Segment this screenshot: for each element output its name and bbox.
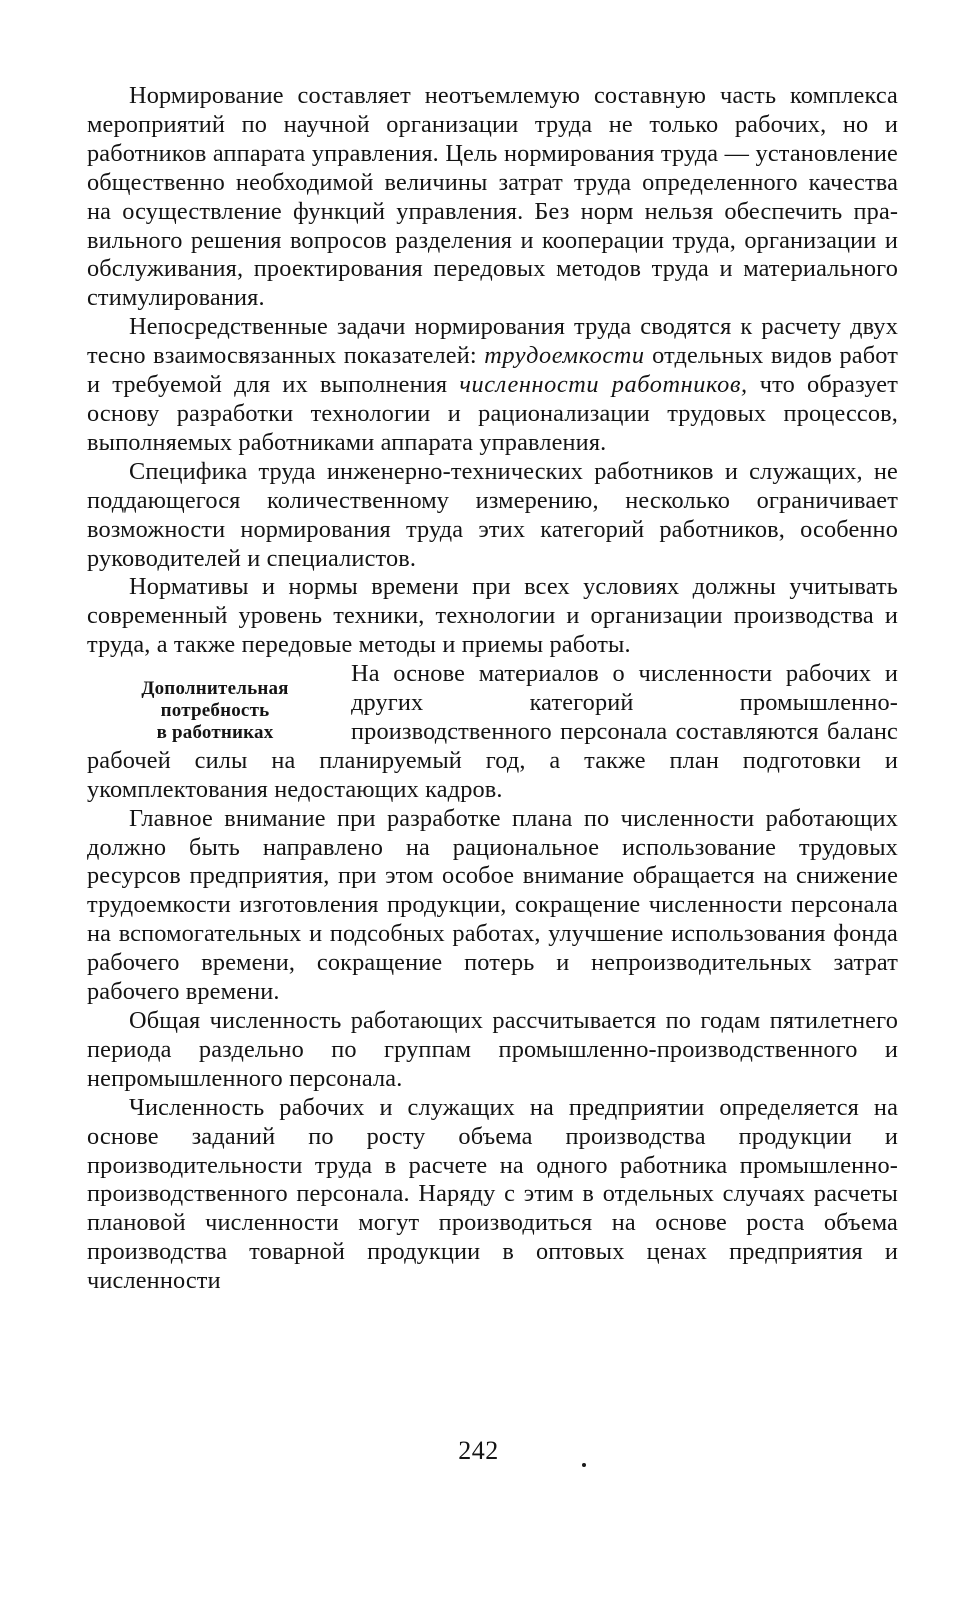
paragraph-2-part-1: Непосредственные задачи нормирования труда сводятся к расчету двух тесно взаимосвязанных показателей: <box>87 313 898 370</box>
term-headcount: численности работников, <box>459 371 748 399</box>
paragraph-7: Общая численность работающих рассчитывается по годам пятилетнего периода раздельно по группам промышленно-производственного и непромышленного персонала. <box>87 1007 898 1092</box>
section-heading-line-3: в работниках <box>156 722 274 744</box>
section-heading-line-2: потребность <box>160 700 270 722</box>
print-speck <box>582 1463 586 1467</box>
section-heading-line-1: Дополнительная <box>141 678 289 700</box>
section-heading <box>99 678 331 744</box>
paragraph-2-part-3: что образует основу разработки технологии и рационализации трудовых процессов, выполняемых работниками аппарата управления. <box>87 371 898 456</box>
paragraph-2-part-2: отдельных видов работ и требуемой для их выполнения <box>87 342 898 399</box>
term-labor-intensity: трудоемкости <box>484 342 645 370</box>
page-number: 242 <box>458 1436 499 1465</box>
paragraph-6: Главное внимание при разработке плана по численности работающих должно быть направлено на рациональное использование трудовых ресурсов предприятия, при этом особое внимание обращается на снижение трудоемкости изготовления продукции, сокращение численности персонала на вспомогательных и подсобных работах, улучшение использования фонда рабочего времени, сокращение потерь и непроизводительных затрат рабочего времени. <box>87 804 898 1006</box>
paragraph-3: Специфика труда инженерно-технических работников и служащих, не поддающегося количественному измерению, несколько ограничивает возможности нормирования труда этих категорий работников, особенно руководителей и специалистов. <box>87 457 898 572</box>
page-body <box>87 82 898 1296</box>
paragraph-8: Численность рабочих и служащих на предприятии определяется на основе заданий по росту объема производства продукции и производительности труда в расчете на одного работника промышленно-производственного персонала. Наряду с этим в отдельных случаях расчеты плановой численности могут производиться на основе роста объема производства товарной продукции в оптовых ценах предприятия и численности <box>87 1093 898 1295</box>
paragraph-1: Нормирование составляет неотъемлемую составную часть комплекса мероприятий по научной организации труда не только рабочих, но и работников аппарата управления. Цель нормирования труда — установление общественно необходимой величины затрат труда определенного качества на осуществление функций управления. Без норм нельзя обеспечить правильного решения вопросов разделения и кооперации труда, организации и обслуживания, проектирования передовых методов труда и материального стимулирования. <box>87 82 898 312</box>
paragraph-2 <box>87 313 898 458</box>
paragraph-4: Нормативы и нормы времени при всех условиях должны учитывать современный уровень техники, технологии и организации производства и труда, а также передовые методы и приемы работы. <box>87 573 898 659</box>
paragraph-5: На основе материалов о численности рабочих и других категорий промышленно-производственного персонала составляются баланс рабочей силы на планируемый год, а также план подготовки и укомплектования недостающих кадров. <box>87 660 898 803</box>
